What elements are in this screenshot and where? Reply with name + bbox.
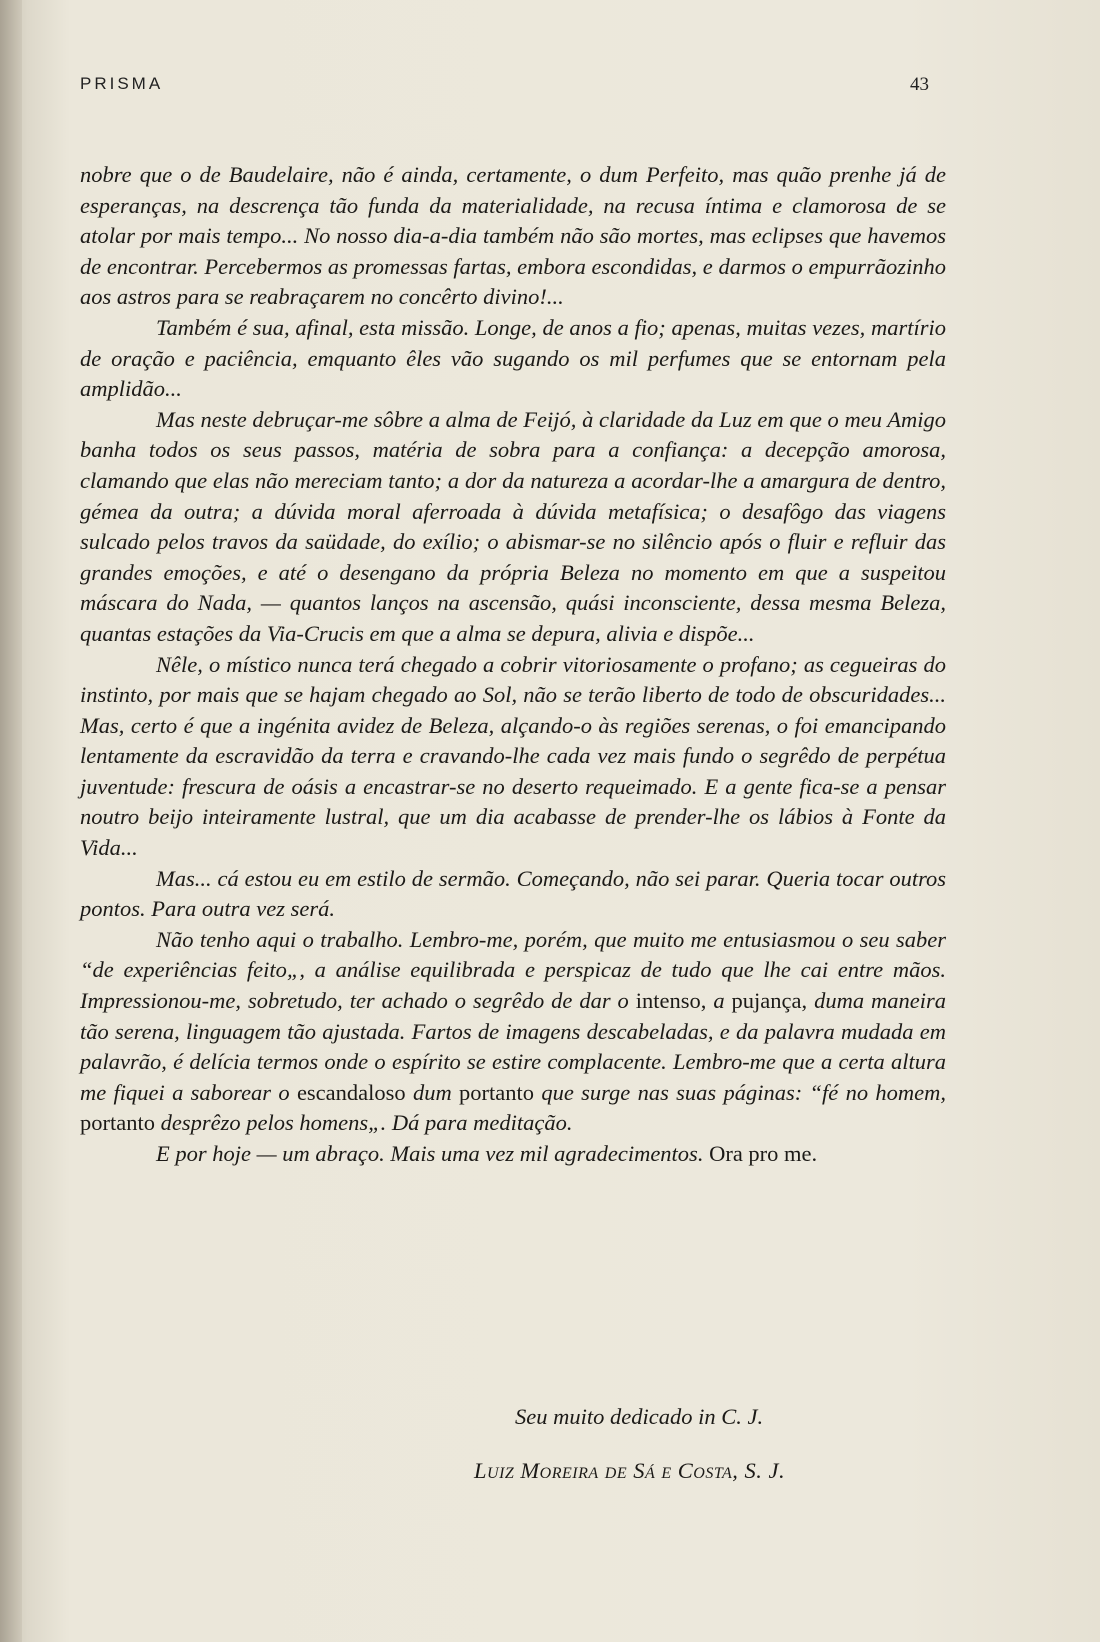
roman-word: pujança, <box>731 988 808 1014</box>
text-run: a <box>713 988 725 1014</box>
text-run: desprêzo pelos homens„. Dá para meditação. <box>160 1110 573 1136</box>
text-run: E por hoje — um abraço. Mais uma vez mil agradecimentos. <box>156 1141 704 1166</box>
roman-word: portanto <box>80 1110 155 1136</box>
paragraph-2: Também é sua, afinal, esta missão. Longe, de anos a fio; apenas, muitas vezes, martírio de oração e paciência, emquanto êles vão sugando os mil perfumes que se entornam pela amplidão... <box>80 314 946 402</box>
binding-shadow <box>0 0 22 1642</box>
signature: Luiz Moreira de Sá e Costa, S. J. <box>474 1458 786 1483</box>
roman-word: escandaloso <box>296 1079 406 1105</box>
page-number: 43 <box>910 74 929 95</box>
letter-body <box>80 160 946 1170</box>
closing-line: Seu muito dedicado in C. J. <box>515 1404 764 1429</box>
text-run: dum <box>412 1079 452 1105</box>
paragraph-7 <box>80 1139 946 1170</box>
roman-word: portanto <box>459 1079 535 1105</box>
roman-phrase: Ora pro me. <box>709 1141 818 1166</box>
roman-word: intenso, <box>635 988 707 1014</box>
paragraph-4: Nêle, o místico nunca terá chegado a cobrir vitoriosamente o profano; as cegueiras do instinto, por mais que se hajam chegado ao Sol, não se terão liberto de todo de obscuridades... Mas, certo é que a ingénita avidez de Beleza, alçando-o às regiões serenas, o foi emancipando lentamente da escravidão da terra e cravando-lhe cada vez mais fundo o segrêdo de perpétua juventude: frescura de oásis a encastrar-se no deserto requeimado. E a gente fica-se a pensar noutro beijo inteiramente lustral, que um dia acabasse de prender-lhe os lábios à Fonte da Vida... <box>80 651 946 861</box>
paragraph-1: nobre que o de Baudelaire, não é ainda, certamente, o dum Perfeito, mas quão prenhe já de esperanças, na descrença tão funda da materialidade, na recusa íntima e clamorosa de se atolar por mais tempo... No nosso dia-a-dia também não são mortes, mas eclipses que havemos de encontrar. Percebermos as promessas fartas, embora escondidas, e darmos o empurrãozinho aos astros para se reabraçarem no concêrto divino!... <box>80 162 946 310</box>
text-run: Não tenho aqui o trabalho. Lembro-me, porém, que muito me entusiasmou o seu saber “de experiências feito„, a análise equilibrada e perspicaz de tudo que lhe cai entre mãos. Impressionou-me, sobretudo, ter achado o segrêdo de dar o <box>80 926 946 1014</box>
paragraph-6 <box>80 925 946 1139</box>
running-title: PRISMA <box>80 74 164 93</box>
text-run: que surge nas suas páginas: “fé no homem, <box>541 1079 947 1105</box>
text-run: duma maneira tão serena, linguagem tão ajustada. Fartos de imagens descabeladas, e da palavra mudada em palavrão, é delícia termos onde o espírito se estire complacente. Lembro-me que a certa altura me fiquei a saborear o <box>80 988 947 1105</box>
paragraph-3: Mas neste debruçar-me sôbre a alma de Feijó, à claridade da Luz em que o meu Amigo banha todos os seus passos, matéria de sobra para a confiança: a decepção amorosa, clamando que elas não mereciam tanto; a dor da natureza a acordar-lhe a amargura de dentro, gémea da outra; a dúvida moral aferroada à dúvida metafísica; o desafôgo das viagens sulcado pelos travos da saüdade, do exílio; o abismar-se no silêncio após o fluir e refluir das grandes emoções, e até o desengano da própria Beleza no momento em que a suspeitou máscara do Nada, — quantos lanços na ascensão, quási inconsciente, dessa mesma Beleza, quantas estações da Via-Crucis em que a alma se depura, alivia e dispõe... <box>80 406 946 646</box>
paragraph-5: Mas... cá estou eu em estilo de sermão. Começando, não sei parar. Queria tocar outros pontos. Para outra vez será. <box>80 865 946 922</box>
